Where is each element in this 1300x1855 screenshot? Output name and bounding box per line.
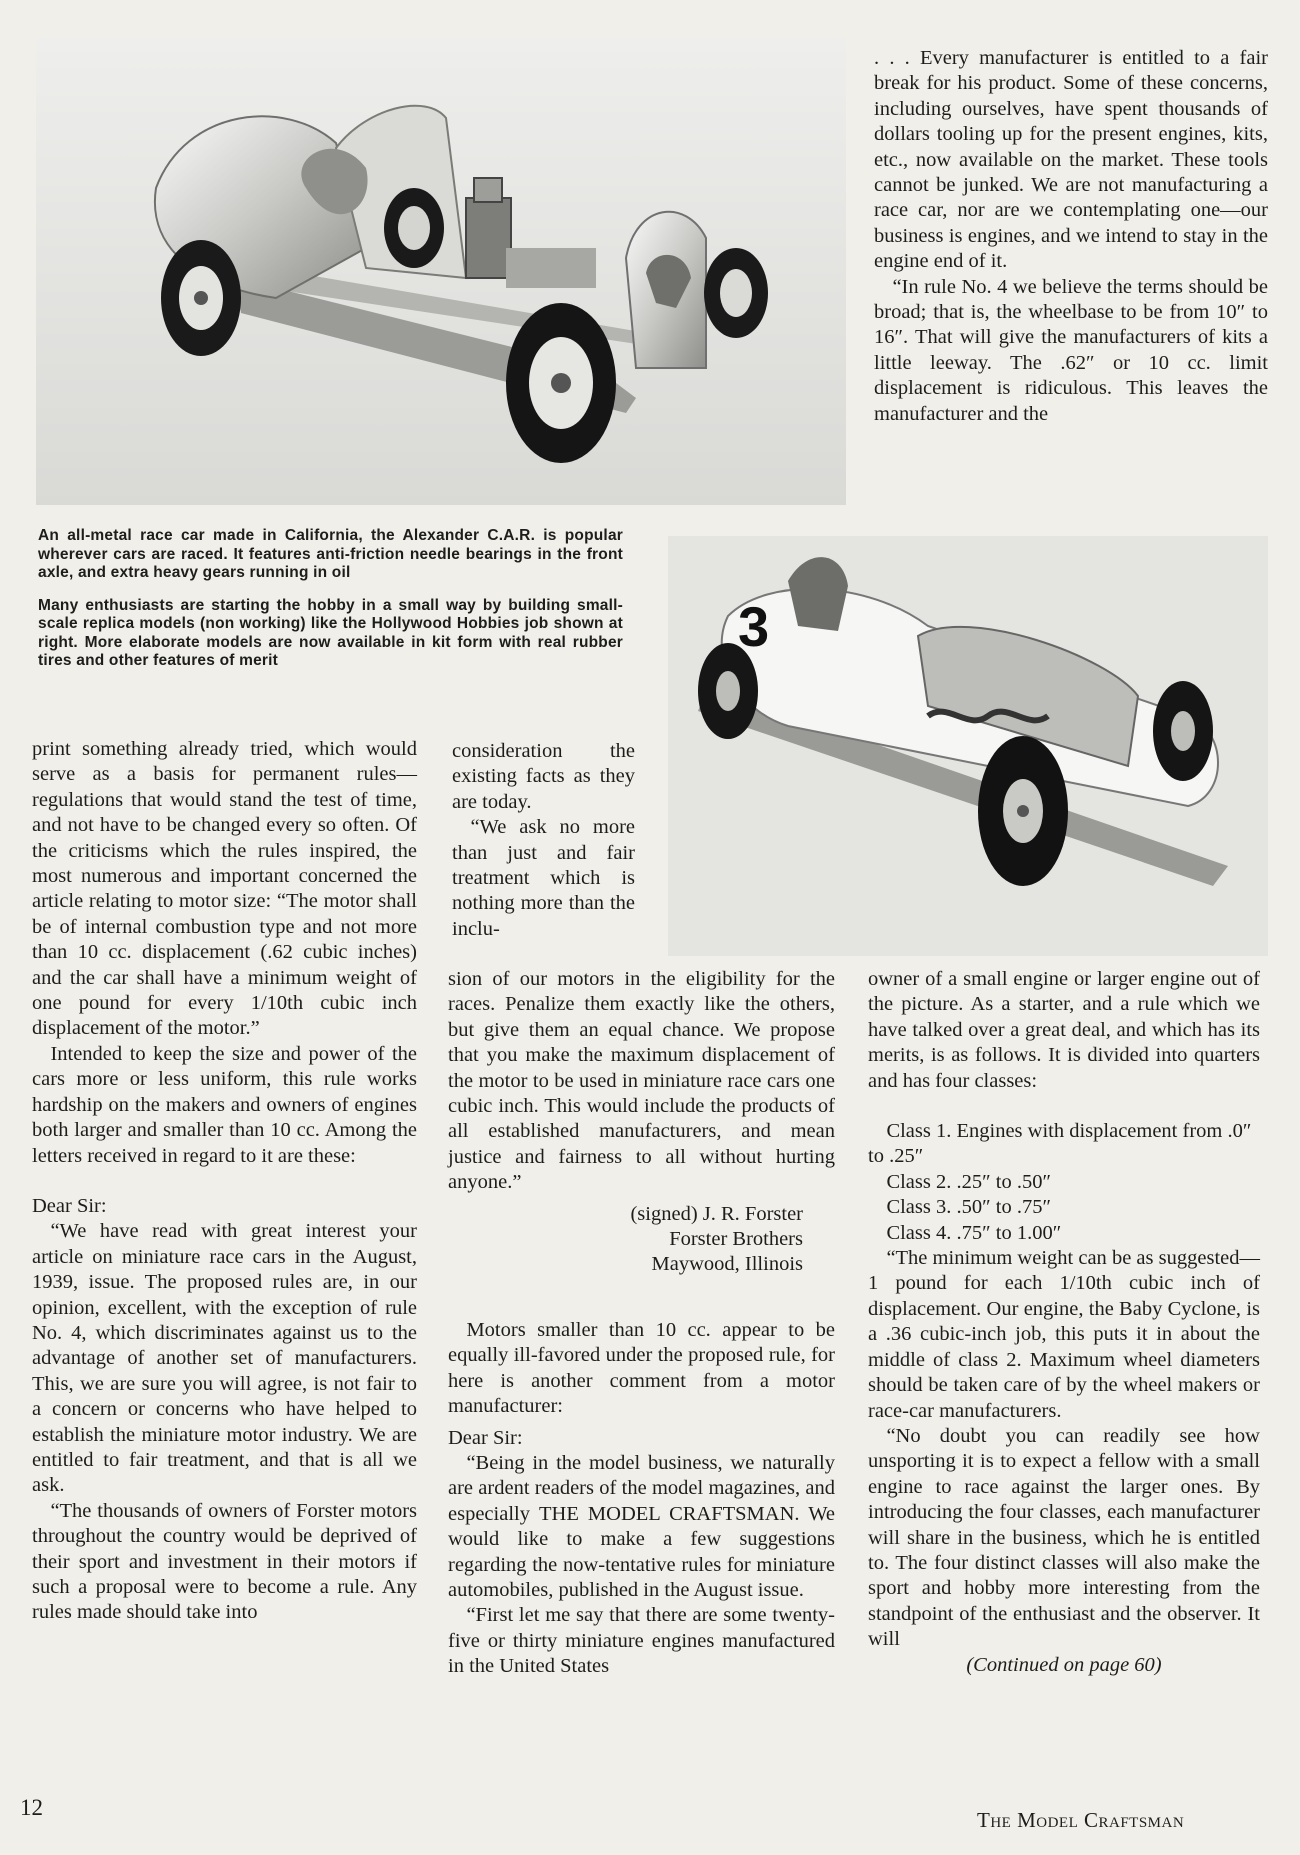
front-right-wheel <box>384 188 444 268</box>
paragraph: “We ask no more than just and fair treatment which is nothing more than the inclu- <box>452 816 635 940</box>
front-wheel <box>698 643 758 739</box>
photo-captions <box>38 527 623 685</box>
footer-magazine-title: The Model Craftsman <box>977 1808 1185 1832</box>
rear-right-wheel <box>704 248 768 338</box>
class-list-item: Class 3. .50″ to .75″ <box>886 1196 1052 1219</box>
middle-narrow-column <box>452 739 635 942</box>
salutation: Dear Sir: <box>448 1426 523 1449</box>
replica-model-illustration <box>668 536 1268 956</box>
class-list-item: Class 1. Engines with displacement from .0″ to .25″ <box>868 1120 1252 1168</box>
race-car-illustration <box>36 38 846 505</box>
paragraph: “We have read with great interest your article on miniature race cars in the August, 1939, issue. The proposed rules are, in our opinion, excellent, with the exception of rule No. 4, which discriminates against us to the advantage of another set of manufacturers. This, we are sure you will agree, is not fair to a concern or concerns who have helped to establish the miniature motor industry. We are entitled to fair treatment, and that is all we ask. <box>32 1220 417 1497</box>
signature-location: Maywood, Illinois <box>651 1253 803 1276</box>
class-list-item: Class 4. .75″ to 1.00″ <box>886 1221 1062 1244</box>
page-number: 12 <box>20 1795 43 1820</box>
paragraph: consideration the existing facts as they are today. <box>452 740 635 813</box>
paragraph: “The minimum weight can be as suggested—1 pound for each 1/10th cubic inch of displacement. Our engine, the Baby Cyclone, is a .36 cubic-inch job, this puts it in about the middle of class 2. Maximum wheel diameters should be taken care of by the wheel makers or race-car manufacturers. <box>868 1247 1260 1422</box>
salutation: Dear Sir: <box>32 1194 107 1217</box>
signature-name: (signed) J. R. Forster <box>630 1202 803 1225</box>
car-number: 3 <box>738 595 770 658</box>
photo-hollywood-hobbies-model <box>668 536 1268 956</box>
caption-alexander-car: An all-metal race car made in California, the Alexander C.A.R. is popular wherever cars are raced. It features anti-friction needle bearings in the front axle, and extra heavy gears running in oil <box>38 527 623 581</box>
front-left-wheel <box>161 240 241 356</box>
paragraph: “First let me say that there are some twenty-five or thirty miniature engines manufactured in the United States <box>448 1604 835 1678</box>
rear-left-wheel <box>506 303 616 463</box>
continued-note: (Continued on page 60) <box>966 1653 1162 1676</box>
top-right-column <box>874 46 1268 427</box>
right-column <box>868 967 1260 1678</box>
paragraph: print something already tried, which would serve as a basis for permanent rules—regulations that would stand the test of time, and not have to be changed every so often. Of the criticisms which the rules inspired, the most numerous and important concerned the article relating to motor size: “The motor shall be of internal combustion type and not more than 10 cc. displacement (.62 cubic inches) and the car shall have a minimum weight of one pound for every 1/10th cubic inch displacement of the motor.” <box>32 738 417 1040</box>
paragraph: Motors smaller than 10 cc. appear to be equally ill-favored under the proposed rule, for here is another comment from a motor manufacturer: <box>448 1318 835 1418</box>
caption-hollywood-hobbies: Many enthusiasts are starting the hobby in a small way by building small-scale replica models (non working) like the Hollywood Hobbies job shown at right. More elaborate models are now available in kit form with real rubber tires and other features of merit <box>38 596 623 669</box>
rear-far-wheel <box>1153 681 1213 781</box>
paragraph: “In rule No. 4 we believe the terms should be broad; that is, the wheelbase to be from 10″ to 16″. That will give the manufacturers of kits a little leeway. The .62″ or 10 cc. limit displacement is ridiculous. This leaves the manufacturer and the <box>874 275 1268 425</box>
paragraph: sion of our motors in the eligibility for the races. Penalize them exactly like the others, but give them an equal chance. We propose that you make the maximum displacement of the motor to be used in miniature race cars one cubic inch. This would include the products of all established manufacturers, and mean justice and fairness to all without hurting anyone.” <box>448 968 835 1194</box>
signature-company: Forster Brothers <box>669 1228 803 1251</box>
paragraph: Intended to keep the size and power of the cars more or less uniform, this rule works hardship on the makers and owners of engines both larger and smaller than 10 cc. Among the letters received in regard to it are these: <box>32 1042 417 1167</box>
photo-alexander-race-car <box>36 38 846 505</box>
left-column <box>32 737 417 1626</box>
magazine-title: THE MODEL CRAFTSMAN <box>539 1502 795 1525</box>
paragraph: . . . Every manufacturer is entitled to a fair break for his product. Some of these concerns, including ourselves, have spent thousands of dollars tooling up for the present engines, kits, etc., now available on the market. These tools cannot be junked. We are not manufacturing a race car, nor are we contemplating one—our business is engines, and we intend to stay in the engine end of it. <box>874 47 1268 273</box>
paragraph: “No doubt you can readily see how unsporting it is to expect a fellow with a small engine to race against the larger ones. By introducing the four classes, each manufacturer will share in the business, which he is entitled to. The four distinct classes will also make the sport and hobby more interesting from the standpoint of the enthusiast and the observer. It will <box>868 1424 1260 1651</box>
rear-wheel <box>978 736 1068 886</box>
paragraph: “Being in the model business, we naturally are ardent readers of the model magazines, and especially THE MODEL CRAFTSMAN. We would like to make a few suggestions regarding the now-tentative rules for miniature automobiles, published in the August issue. <box>448 1451 835 1601</box>
paragraph: owner of a small engine or larger engine out of the picture. As a starter, and a rule which we have talked over a great deal, and which has its merits, is as follows. It is divided into quarters and has four classes: <box>868 968 1260 1092</box>
middle-column <box>448 967 835 1680</box>
paragraph: “The thousands of owners of Forster motors throughout the country would be deprived of their sport and investment in their motors if such a proposal were to become a rule. Any rules made should take into <box>32 1499 417 1624</box>
class-list-item: Class 2. .25″ to .50″ <box>886 1170 1052 1193</box>
